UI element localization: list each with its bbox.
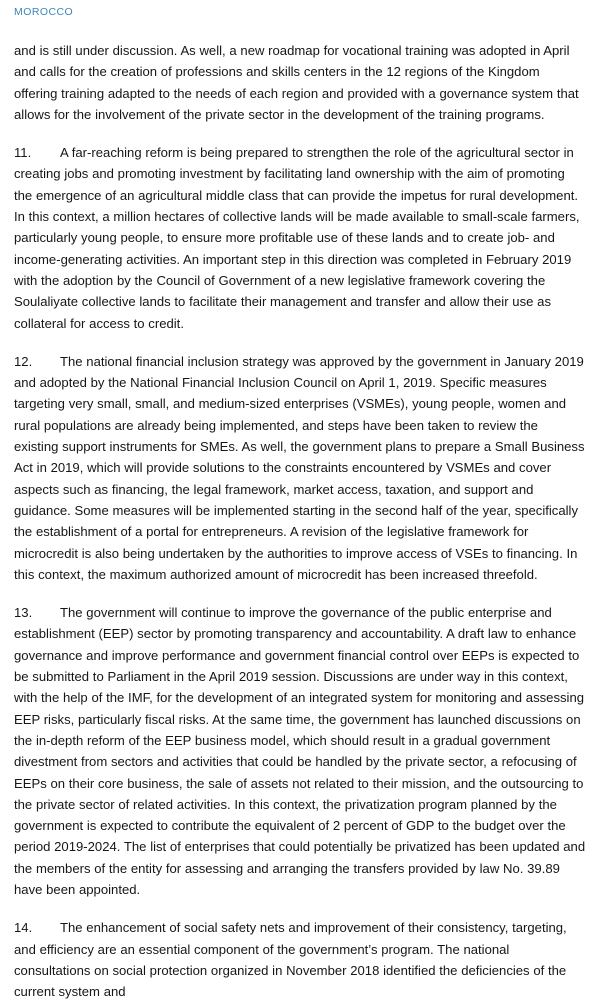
paragraph-text: The national financial inclusion strategy was approved by the government in January 2019 and adopted by the National Financial Inclusion Council on April 1, 2019. Specific measures targeting very small, small, and medium-sized enterprises (VSMEs), young people, women and rural populations are already being implemented, and steps have been taken to review the existing support instruments for SMEs. As well, the government plans to prepare a Small Business Act in 2019, which will provide solutions to the constraints encountered by VSMEs and cover aspects such as financing, the legal framework, market access, taxation, and support and guidance. Some measures will be implemented starting in the second half of the year, specifically the establishment of a portal for entrepreneurs. A revision of the legislative framework for microcredit is also being undertaken by the authorities to improve access of VSEs to financing. In this context, the maximum authorized amount of microcredit has been increased threefold. xyxy=(14,353,585,582)
paragraph-text: The government will continue to improve the governance of the public enterprise and establishment (EEP) sector by promoting transparency and accountability. A draft law to enhance governance and improve performance and government financial control over EEPs is expected to be submitted to Parliament in the April 2019 session. Discussions are under way in this context, with the help of the IMF, for the development of an integrated system for monitoring and assessing EEP risks, particularly fiscal risks. At the same time, the government has launched discussions on the in-depth reform of the EEP business model, which should result in a gradual government divestment from sectors and activities that could be handled by the private sector, a refocusing of EEPs on their core business, the sale of assets not related to their mission, and the outsourcing to the private sector of related activities. In this context, the privatization program planned by the government is expected to contribute the equivalent of 2 percent of GDP to the budget over the period 2019-2024. The list of enterprises that could potentially be privatized has been updated and the members of the entity for assessing and arranging the transfers provided by law No. 39.89 have been appointed. xyxy=(14,605,586,897)
paragraph-12 xyxy=(14,351,586,585)
paragraph-continued xyxy=(14,40,586,125)
paragraph-14 xyxy=(14,917,586,1002)
paragraph-text: The enhancement of social safety nets and improvement of their consistency, targeting, and efficiency are an essential component of the government’s program. The national consultations on social protection organized in November 2018 identified the deficiencies of the current system and xyxy=(14,920,567,1000)
paragraph-number: 13. xyxy=(14,605,33,621)
document-body xyxy=(14,40,586,1002)
paragraph-number: 14. xyxy=(14,920,33,936)
paragraph-13 xyxy=(14,602,586,900)
paragraph-number: 11. xyxy=(14,145,32,161)
paragraph-text: A far-reaching reform is being prepared to strengthen the role of the agricultural sector in creating jobs and promoting investment by facilitating land ownership with the aim of promoting the emergence of an agricultural middle class that can provide the impetus for rural development. In this context, a million hectares of collective lands will be made available to small-scale farmers, particularly young people, to ensure more profitable use of these lands and to create job- and income-generating activities. An important step in this direction was completed in February 2019 with the adoption by the Council of Government of a new legislative framework covering the Soulaliyate collective lands to facilitate their management and transfer and allow their use as collateral for access to credit. xyxy=(14,145,580,331)
running-header xyxy=(14,6,586,22)
paragraph-text: and is still under discussion. As well, a new roadmap for vocational training was adopted in April and calls for the creation of professions and skills centers in the 12 regions of the Kingdom offering training adapted to the needs of each region and provided with a governance system that allows for the involvement of the private sector in the development of the training programs. xyxy=(14,43,579,122)
header-country-label: MOROCCO xyxy=(14,6,74,18)
paragraph-number: 12. xyxy=(14,353,33,369)
paragraph-11 xyxy=(14,142,586,334)
